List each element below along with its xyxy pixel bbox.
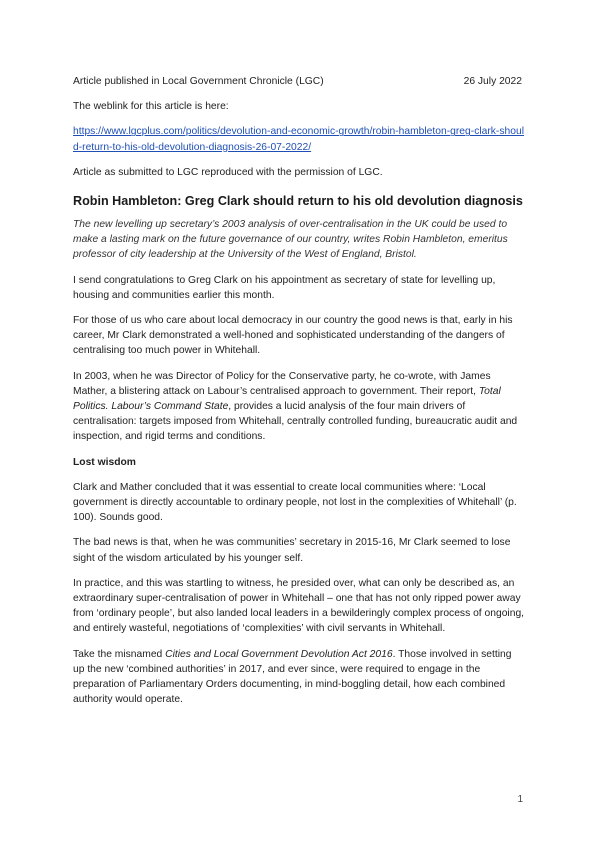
paragraph-7-text-b: . Those involved in setting up the new ‘combined authorities’ in 2017, and ever since, were required to engage in the preparation of Parliamentary Orders documenting, in mind-boggling detail, how each combined authority would operate. [73,648,512,706]
paragraph-3 [73,369,525,445]
page-content [73,74,525,708]
paragraph-4: Clark and Mather concluded that it was essential to create local communities where: ‘Local government is directly accountable to ordinary people, not lost in the complexities of Whitehall’ (p. 100). Sounds good. [73,481,517,524]
publication-header [73,74,525,89]
weblink-intro: The weblink for this article is here: [73,101,229,113]
paragraph-2: For those of us who care about local democracy in our country the good news is that, early in his career, Mr Clark demonstrated a well-honed and sophisticated understanding of the dangers of centralising too much power in Whitehall. [73,315,513,357]
report-title: Total Politics. Labour’s Command State [73,385,501,413]
paragraph-7 [73,647,525,708]
article-title: Robin Hambleton: Greg Clark should return to his old devolution diagnosis [73,194,523,209]
article-weblink[interactable]: https://www.lgcplus.com/politics/devolution-and-economic-growth/robin-hambleton-greg-clark-should-return-to-his-old-devolution-diagnosis-26-07-2022/ [73,126,524,153]
publication-line: Article published in Local Government Chronicle (LGC) [73,76,324,87]
act-title: Cities and Local Government Devolution Act 2016 [165,648,393,660]
paragraph-5: The bad news is that, when he was communities’ secretary in 2015-16, Mr Clark seemed to lose sight of the wisdom articulated by his younger self. [73,537,511,564]
weblink-paragraph [73,124,525,154]
paragraph-1: I send congratulations to Greg Clark on his appointment as secretary of state for levelling up, housing and communities earlier this month. [73,274,496,301]
page-number: 1 [517,794,523,805]
section-subheading: Lost wisdom [73,456,136,468]
article-standfirst: The new levelling up secretary’s 2003 analysis of over-centralisation in the UK could be used to make a lasting mark on the future governance of our country, writes Robin Hambleton, emeritus professor of city leadership at the University of the West of England, Bristol. [73,219,508,261]
paragraph-6: In practice, and this was startling to witness, he presided over, what can only be described as, an extraordinary super-centralisation of power in Whitehall – one that has not only ripped power away from ‘ordinary people’, but also landed local leaders in a bewilderingly complex process of ongoing, and entirely wasteful, negotiations of ‘complexities’ with civil servants in Whitehall. [73,577,525,635]
paragraph-7-text-a: Take the misnamed [73,648,166,660]
paragraph-3-text-b: , provides a lucid analysis of the four main drivers of centralisation: targets imposed from Whitehall, centrally controlled funding, bureaucratic audit and inspection, and rigid terms and conditions. [73,401,518,443]
paragraph-3-text-a: In 2003, when he was Director of Policy for the Conservative party, he co-wrote, with James Mather, a blistering attack on Labour’s centralised approach to government. Their report, [73,370,491,397]
publication-date: 26 July 2022 [463,76,522,87]
permission-note: Article as submitted to LGC reproduced with the permission of LGC. [73,166,383,178]
